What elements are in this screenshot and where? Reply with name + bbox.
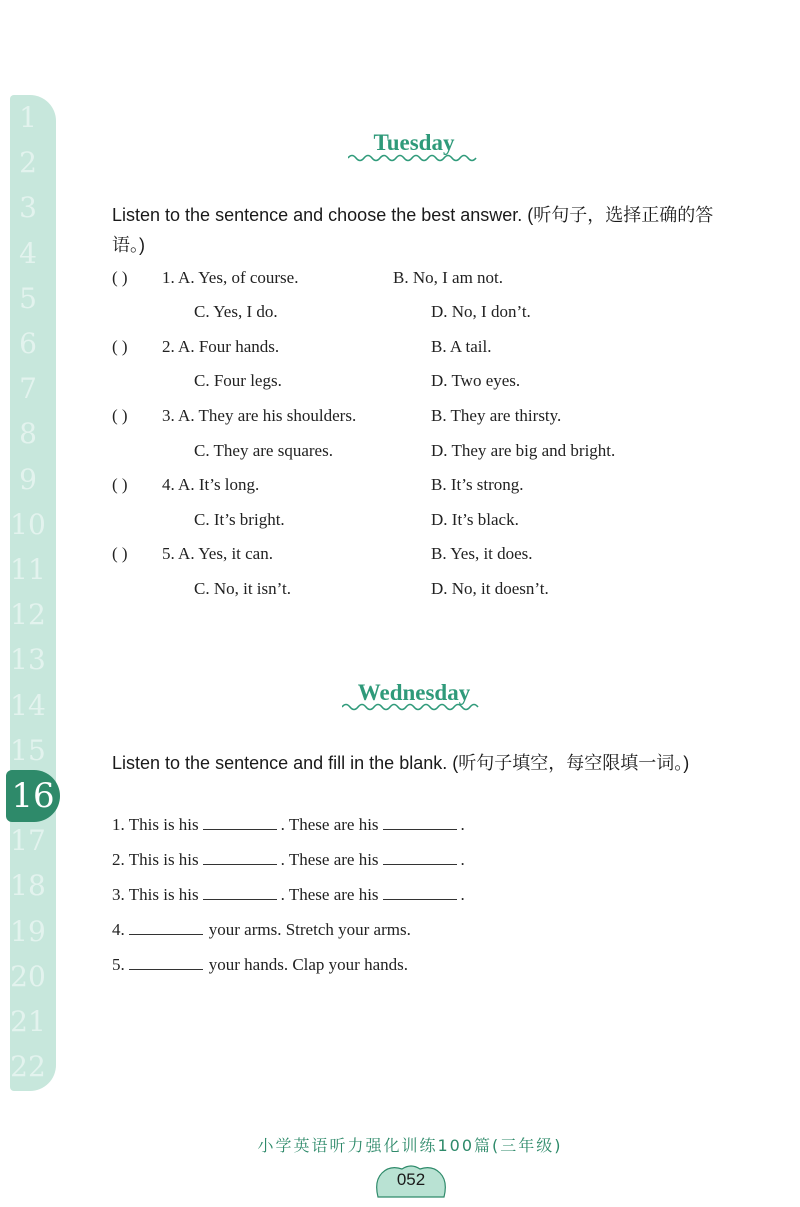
instruction-tuesday: Listen to the sentence and choose the best answer. (听句子，选择正确的答语。) — [112, 205, 714, 255]
chapter-tab-3[interactable]: 3 — [19, 191, 37, 225]
section-title-tuesday: Tuesday — [373, 130, 455, 155]
option-d: D. No, I don’t. — [431, 302, 531, 321]
item-text: This is his — [128, 815, 199, 834]
answer-bracket[interactable]: ( ) — [112, 544, 128, 563]
item-text: your hands. Clap your hands. — [208, 955, 409, 974]
item-number: 4. — [112, 920, 125, 939]
chapter-tab-4[interactable]: 4 — [19, 236, 37, 270]
book-title: 小学英语听力强化训练100篇(三年级) — [257, 1136, 563, 1155]
item-text: 3. — [112, 885, 125, 904]
chapter-tab-11[interactable]: 11 — [10, 553, 46, 586]
chapter-tab-21[interactable]: 21 — [10, 1005, 46, 1038]
option-a: 1. A. Yes, of course. — [162, 268, 299, 287]
option-c: C. Four legs. — [194, 371, 282, 390]
chapter-tab-15[interactable]: 15 — [10, 733, 46, 767]
item-text: This is his — [128, 885, 199, 904]
chapter-tab-2[interactable]: 2 — [19, 146, 37, 180]
option-a: 5. A. Yes, it can. — [162, 544, 273, 563]
option-a: 4. A. It’s long. — [162, 475, 260, 494]
chapter-tab-19[interactable]: 19 — [10, 914, 46, 948]
option-b: B. No, I am not. — [393, 268, 504, 287]
option-c: C. It’s bright. — [194, 510, 285, 529]
item-text: . — [460, 885, 465, 904]
item-text: . These are his — [280, 850, 379, 869]
option-d: D. Two eyes. — [431, 371, 521, 390]
blank-field[interactable] — [203, 850, 277, 865]
answer-bracket[interactable]: ( ) — [112, 268, 128, 287]
answer-bracket[interactable]: ( ) — [112, 475, 128, 494]
item-text: This is his — [128, 850, 199, 869]
blank-field[interactable] — [383, 815, 457, 830]
chapter-tab-20[interactable]: 20 — [10, 959, 46, 993]
option-d: D. No, it doesn’t. — [431, 579, 549, 598]
blank-field[interactable] — [203, 815, 277, 830]
section-title-wednesday: Wednesday — [357, 680, 471, 705]
option-d: D. It’s black. — [431, 510, 519, 529]
item-number: 5. — [112, 955, 125, 974]
item-text: . These are his — [280, 815, 379, 834]
blank-field[interactable] — [203, 885, 277, 900]
chapter-tab-5[interactable]: 5 — [19, 281, 37, 315]
option-c: C. They are squares. — [194, 441, 333, 460]
instruction-wednesday: Listen to the sentence and fill in the blank. (听句子填空，每空限填一词。) — [112, 753, 690, 773]
fill-blank-item — [112, 920, 411, 940]
fill-blank-item — [112, 850, 465, 870]
fill-blank-item — [112, 885, 465, 905]
item-text: . These are his — [280, 885, 379, 904]
chapter-tab-22[interactable]: 22 — [10, 1050, 46, 1084]
item-text: your arms. Stretch your arms. — [208, 920, 411, 939]
option-a: 2. A. Four hands. — [162, 337, 280, 356]
chapter-tab-9[interactable]: 9 — [19, 462, 37, 496]
chapter-tab-13[interactable]: 13 — [10, 643, 46, 677]
chapter-tab-7[interactable]: 7 — [19, 372, 37, 406]
blank-field[interactable] — [129, 955, 203, 970]
chapter-tab-16[interactable]: 16 — [6, 770, 60, 822]
item-text: . — [460, 850, 465, 869]
option-b: B. They are thirsty. — [431, 406, 562, 425]
item-text: 1. — [112, 815, 125, 834]
chapter-tab-1[interactable]: 1 — [19, 101, 37, 134]
option-c: C. Yes, I do. — [194, 302, 278, 321]
blank-field[interactable] — [129, 920, 203, 935]
fill-blank-item — [112, 815, 465, 835]
chapter-tab-10[interactable]: 10 — [10, 507, 46, 541]
chapter-tab-17[interactable]: 17 — [10, 824, 46, 858]
blank-field[interactable] — [383, 850, 457, 865]
option-a: 3. A. They are his shoulders. — [162, 406, 357, 425]
option-b: B. It’s strong. — [431, 475, 524, 494]
option-d: D. They are big and bright. — [431, 441, 616, 460]
chapter-tab-12[interactable]: 12 — [10, 598, 46, 632]
answer-bracket[interactable]: ( ) — [112, 406, 128, 425]
option-c: C. No, it isn’t. — [194, 579, 291, 598]
chapter-tab-18[interactable]: 18 — [10, 869, 46, 903]
option-b: B. A tail. — [431, 337, 492, 356]
item-text: . — [460, 815, 465, 834]
fill-blank-item — [112, 955, 408, 975]
answer-bracket[interactable]: ( ) — [112, 337, 128, 356]
page-number: 052 — [396, 1170, 426, 1189]
item-text: 2. — [112, 850, 125, 869]
chapter-tab-6[interactable]: 6 — [19, 327, 37, 360]
chapter-tab-8[interactable]: 8 — [19, 417, 37, 451]
chapter-tab-14[interactable]: 14 — [10, 688, 46, 722]
wave-underline-icon — [348, 153, 480, 163]
wave-underline-icon — [342, 702, 482, 712]
blank-field[interactable] — [383, 885, 457, 900]
option-b: B. Yes, it does. — [431, 544, 533, 563]
